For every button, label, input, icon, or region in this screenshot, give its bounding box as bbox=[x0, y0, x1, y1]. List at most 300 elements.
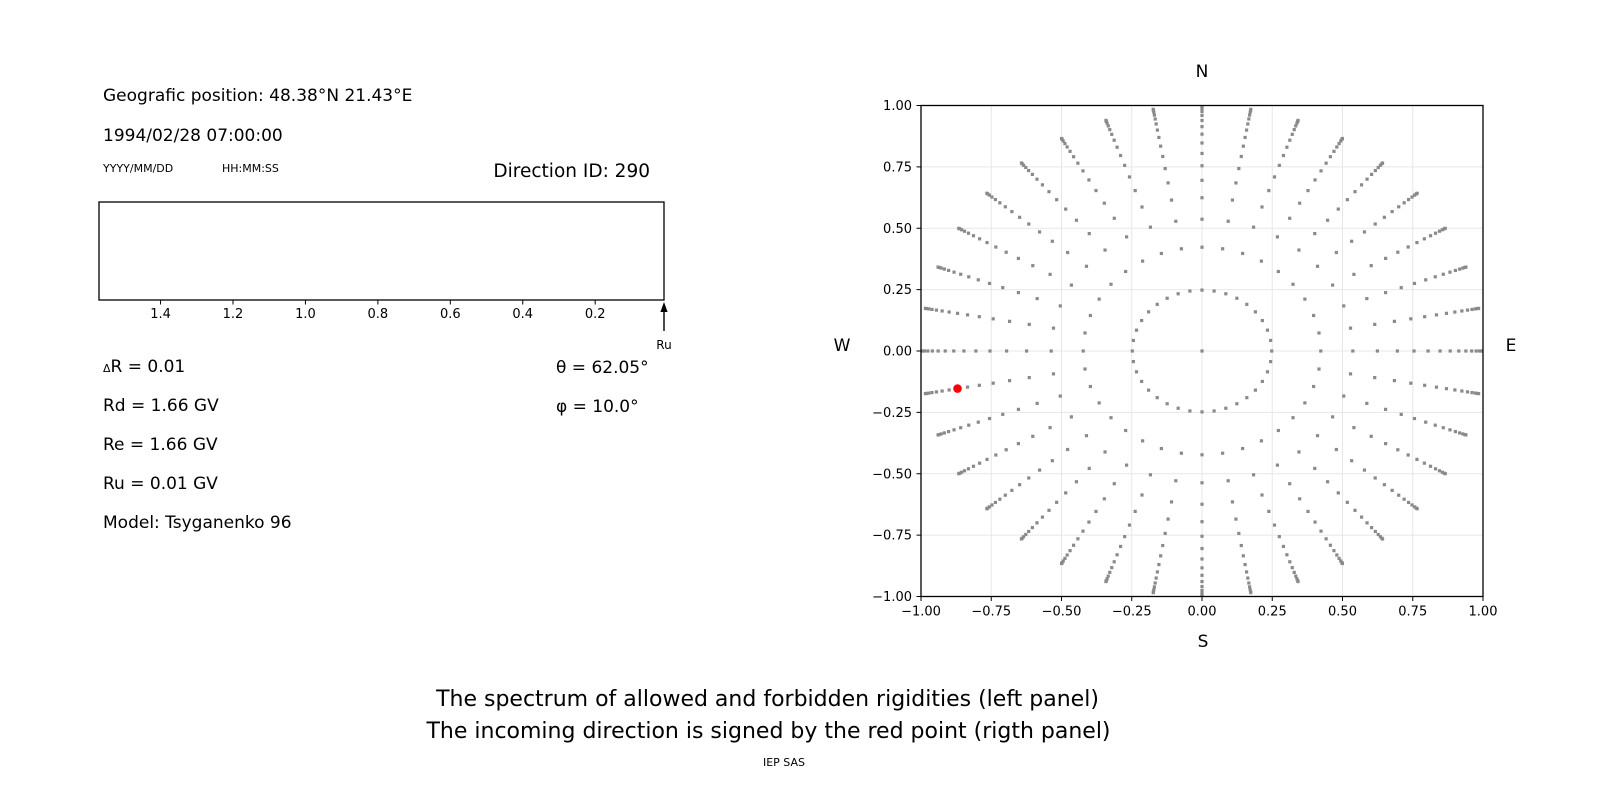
direction-grid-dot bbox=[1083, 367, 1086, 370]
direction-grid-dot bbox=[1285, 553, 1288, 556]
direction-grid-dot bbox=[1288, 560, 1291, 563]
direction-grid-dot bbox=[1424, 421, 1427, 424]
direction-grid-dot bbox=[1200, 110, 1203, 113]
direction-grid-dot bbox=[1027, 476, 1030, 479]
direction-grid-dot bbox=[978, 384, 981, 387]
direction-grid-dot bbox=[1124, 429, 1127, 432]
model-label: Model: Tsyganenko 96 bbox=[103, 513, 292, 533]
direction-grid-dot bbox=[1293, 128, 1296, 131]
direction-grid-dot bbox=[1277, 429, 1280, 432]
theta-value: θ = 62.05° bbox=[556, 358, 649, 378]
direction-grid-dot bbox=[1140, 205, 1143, 208]
direction-grid-dot bbox=[1374, 169, 1377, 172]
direction-grid-dot bbox=[1244, 136, 1247, 139]
direction-grid-dot bbox=[1288, 482, 1291, 485]
direction-y-tick-label: −0.50 bbox=[872, 467, 912, 483]
direction-grid-dot bbox=[1448, 428, 1451, 431]
direction-grid-dot bbox=[1119, 545, 1122, 548]
rigidity-spectrum-chart bbox=[99, 202, 672, 352]
direction-grid-dot bbox=[1227, 220, 1230, 223]
direction-grid-dot bbox=[1303, 298, 1306, 301]
direction-grid-dot bbox=[1246, 576, 1249, 579]
direction-grid-dot bbox=[1273, 175, 1276, 178]
spectrum-x-tick-label: 0.6 bbox=[439, 307, 461, 322]
direction-grid-dot bbox=[1325, 537, 1328, 540]
direction-grid-dot bbox=[1261, 380, 1264, 383]
direction-grid-dot bbox=[1332, 549, 1335, 552]
direction-grid-dot bbox=[1157, 136, 1160, 139]
direction-grid-dot bbox=[1353, 509, 1356, 512]
direction-y-tick-label: −0.75 bbox=[872, 528, 912, 544]
direction-grid-dot bbox=[1140, 319, 1143, 322]
direction-grid-dot bbox=[1164, 532, 1167, 535]
direction-grid-dot bbox=[1089, 385, 1092, 388]
direction-grid-dot bbox=[1266, 329, 1269, 332]
direction-grid-dot bbox=[1335, 145, 1338, 148]
direction-grid-dot bbox=[1141, 439, 1144, 442]
direction-grid-dot bbox=[1059, 304, 1062, 307]
direction-grid-dot bbox=[1048, 273, 1051, 276]
direction-grid-dot bbox=[1200, 152, 1203, 155]
direction-grid-dot bbox=[1055, 198, 1058, 201]
direction-grid-dot bbox=[1066, 553, 1069, 556]
direction-grid-dot bbox=[963, 469, 966, 472]
direction-grid-dot bbox=[1337, 207, 1340, 210]
ru-arrow-label: Ru bbox=[656, 338, 672, 352]
direction-grid-dot bbox=[1087, 178, 1090, 181]
direction-grid-dot bbox=[1245, 570, 1248, 573]
direction-grid-dot bbox=[1448, 271, 1451, 274]
direction-grid-dot bbox=[1010, 210, 1013, 213]
direction-grid-dot bbox=[1108, 571, 1111, 574]
direction-grid-dot bbox=[1254, 389, 1257, 392]
direction-grid-dot bbox=[1027, 222, 1030, 225]
direction-grid-dot bbox=[1260, 205, 1263, 208]
direction-grid-dot bbox=[1391, 489, 1394, 492]
direction-grid-dot bbox=[1147, 389, 1150, 392]
direction-grid-dot bbox=[1246, 122, 1249, 125]
direction-grid-dot bbox=[1089, 314, 1092, 317]
direction-grid-dot bbox=[1247, 581, 1250, 584]
direction-grid-dot bbox=[1128, 523, 1131, 526]
direction-grid-dot bbox=[1108, 128, 1111, 131]
direction-grid-dot bbox=[1260, 439, 1263, 442]
direction-grid-dot bbox=[1423, 462, 1426, 465]
direction-grid-dot bbox=[936, 433, 939, 436]
direction-grid-dot bbox=[1001, 413, 1004, 416]
direction-grid-dot bbox=[1140, 380, 1143, 383]
direction-grid-dot bbox=[1297, 450, 1300, 453]
direction-grid-dot bbox=[1200, 547, 1203, 550]
direction-grid-dot bbox=[1031, 173, 1034, 176]
direction-grid-dot bbox=[1085, 265, 1088, 268]
direction-grid-dot bbox=[1018, 483, 1021, 486]
direction-grid-dot bbox=[1370, 173, 1373, 176]
direction-grid-dot bbox=[1200, 119, 1203, 122]
direction-grid-dot bbox=[1059, 394, 1062, 397]
direction-grid-dot bbox=[1128, 175, 1131, 178]
direction-grid-dot bbox=[1123, 164, 1126, 167]
direction-grid-dot bbox=[1381, 537, 1384, 540]
direction-grid-dot bbox=[930, 308, 933, 311]
direction-grid-dot bbox=[947, 430, 950, 433]
direction-grid-dot bbox=[978, 237, 981, 240]
direction-grid-dot bbox=[1200, 179, 1203, 182]
direction-grid-dot bbox=[1036, 297, 1039, 300]
direction-grid-dot bbox=[1464, 349, 1467, 352]
direction-grid-dot bbox=[1200, 585, 1203, 588]
geographic-position-label: Geografic position: 48.38°N 21.43°E bbox=[103, 86, 413, 106]
direction-grid-dot bbox=[1342, 394, 1345, 397]
direction-grid-dot bbox=[1313, 232, 1316, 235]
direction-grid-dot bbox=[924, 307, 927, 310]
direction-grid-center-dot bbox=[1200, 349, 1203, 352]
direction-grid-dot bbox=[1423, 315, 1426, 318]
direction-grid-dot bbox=[1266, 370, 1269, 373]
direction-grid-dot bbox=[1132, 339, 1135, 342]
direction-grid-dot bbox=[1306, 510, 1309, 513]
direction-grid-dot bbox=[1270, 349, 1273, 352]
direction-grid-dot bbox=[1326, 480, 1329, 483]
direction-grid-dot bbox=[1453, 310, 1456, 313]
direction-grid-dot bbox=[1081, 169, 1084, 172]
direction-grid-dot bbox=[1200, 520, 1203, 523]
direction-grid-dot bbox=[1261, 319, 1264, 322]
direction-grid-dot bbox=[1454, 269, 1457, 272]
direction-grid-dot bbox=[1349, 327, 1352, 330]
direction-grid-dot bbox=[1113, 139, 1116, 142]
direction-grid-dot bbox=[1154, 117, 1157, 120]
direction-grid-dot bbox=[1036, 402, 1039, 405]
direction-grid-dot bbox=[1070, 284, 1073, 287]
direction-grid-dot bbox=[1464, 433, 1467, 436]
direction-grid-dot bbox=[1153, 585, 1156, 588]
direction-grid-dot bbox=[1076, 537, 1079, 540]
direction-grid-dot bbox=[1423, 384, 1426, 387]
direction-grid-dot bbox=[1313, 467, 1316, 470]
direction-grid-dot bbox=[1319, 530, 1322, 533]
spectrum-x-tick-label: 1.0 bbox=[295, 307, 316, 322]
direction-grid-dot bbox=[1240, 155, 1243, 158]
direction-grid-dot bbox=[1400, 413, 1403, 416]
direction-y-tick-label: 0.75 bbox=[883, 160, 912, 176]
direction-grid-dot bbox=[972, 234, 975, 237]
direction-grid-dot bbox=[1068, 549, 1071, 552]
direction-grid-dot bbox=[1110, 133, 1113, 136]
direction-grid-dot bbox=[963, 230, 966, 233]
direction-grid-dot bbox=[1008, 379, 1011, 382]
direction-grid-dot bbox=[1252, 226, 1255, 229]
direction-grid-dot bbox=[1374, 222, 1377, 225]
direction-grid-dot bbox=[1276, 235, 1279, 238]
direction-grid-dot bbox=[943, 431, 946, 434]
direction-grid-dot bbox=[1152, 108, 1155, 111]
direction-grid-dot bbox=[1160, 447, 1163, 450]
direction-grid-dot bbox=[1269, 339, 1272, 342]
direction-grid-dot bbox=[1400, 286, 1403, 289]
direction-grid-dot bbox=[1103, 497, 1106, 500]
spectrum-x-tick-label: 0.2 bbox=[584, 307, 606, 322]
phi-value: φ = 10.0° bbox=[556, 397, 639, 417]
direction-grid-dot bbox=[1291, 566, 1294, 569]
direction-grid-dot bbox=[1316, 434, 1319, 437]
direction-grid-dot bbox=[941, 389, 944, 392]
direction-grid-dot bbox=[1342, 304, 1345, 307]
direction-grid-dot bbox=[948, 388, 951, 391]
direction-grid-dot bbox=[1098, 401, 1101, 404]
direction-grid-dot bbox=[1094, 510, 1097, 513]
direction-grid-dot bbox=[1365, 178, 1368, 181]
direction-grid-dot bbox=[1317, 367, 1320, 370]
direction-grid-dot bbox=[1470, 391, 1473, 394]
direction-grid-dot bbox=[1282, 154, 1285, 157]
direction-grid-dot bbox=[1134, 189, 1137, 192]
direction-grid-dot bbox=[1360, 516, 1363, 519]
direction-grid-dot bbox=[1166, 517, 1169, 520]
direction-grid-dot bbox=[1477, 392, 1480, 395]
direction-grid-dot bbox=[1242, 145, 1245, 148]
direction-grid-dot bbox=[957, 227, 960, 230]
direction-grid-dot bbox=[1156, 570, 1159, 573]
direction-grid-dot bbox=[948, 310, 951, 313]
direction-grid-dot bbox=[1135, 370, 1138, 373]
direction-grid-dot bbox=[1131, 349, 1134, 352]
direction-grid-dot bbox=[1153, 113, 1156, 116]
direction-grid-dot bbox=[1423, 237, 1426, 240]
direction-grid-dot bbox=[1164, 167, 1167, 170]
direction-grid-dot bbox=[1391, 210, 1394, 213]
direction-grid-dot bbox=[1407, 198, 1410, 201]
direction-grid-dot bbox=[1005, 251, 1008, 254]
direction-grid-dot bbox=[1221, 452, 1224, 455]
direction-grid-dot bbox=[941, 309, 944, 312]
direction-grid-dot bbox=[1149, 226, 1152, 229]
direction-grid-dot bbox=[1370, 435, 1373, 438]
direction-grid-dot bbox=[1005, 448, 1008, 451]
direction-grid-dot bbox=[1460, 389, 1463, 392]
direction-grid-dot bbox=[1353, 190, 1356, 193]
direction-grid-dot bbox=[1276, 464, 1279, 467]
direction-grid-dot bbox=[1429, 234, 1432, 237]
direction-grid-dot bbox=[1434, 275, 1437, 278]
direction-grid-dot bbox=[1470, 308, 1473, 311]
direction-grid-dot bbox=[985, 192, 988, 195]
direction-x-tick-label: 0.25 bbox=[1257, 604, 1287, 620]
direction-grid-dot bbox=[1051, 240, 1054, 243]
direction-grid-dot bbox=[1156, 303, 1159, 306]
direction-grid-dot bbox=[1200, 410, 1203, 413]
direction-y-tick-label: 0.00 bbox=[883, 344, 912, 360]
direction-grid-dot bbox=[1200, 196, 1203, 199]
re-value: Re = 1.66 GV bbox=[103, 435, 218, 455]
direction-grid-dot bbox=[1231, 500, 1234, 503]
red-incoming-direction-point bbox=[953, 384, 962, 393]
direction-grid-dot bbox=[1470, 349, 1473, 352]
direction-grid-dot bbox=[1200, 125, 1203, 128]
direction-grid-dot bbox=[967, 424, 970, 427]
direction-grid-dot bbox=[935, 308, 938, 311]
direction-grid-dot bbox=[1335, 251, 1338, 254]
direction-grid-dot bbox=[1297, 248, 1300, 251]
direction-grid-dot bbox=[956, 312, 959, 315]
direction-grid-dot bbox=[1407, 501, 1410, 504]
direction-grid-dot bbox=[1403, 498, 1406, 501]
direction-x-tick-label: 0.00 bbox=[1187, 604, 1217, 620]
direction-grid-dot bbox=[1346, 198, 1349, 201]
direction-grid-dot bbox=[1352, 273, 1355, 276]
direction-grid-dot bbox=[1200, 574, 1203, 577]
direction-grid-dot bbox=[1429, 465, 1432, 468]
direction-grid-dot bbox=[1245, 396, 1248, 399]
direction-id-label: Direction ID: 290 bbox=[493, 161, 650, 182]
direction-grid-dot bbox=[1072, 155, 1075, 158]
direction-grid-dot bbox=[974, 349, 977, 352]
direction-grid-dot bbox=[1475, 349, 1478, 352]
direction-grid-dot bbox=[1107, 575, 1110, 578]
direction-grid-dot bbox=[1435, 313, 1438, 316]
direction-grid-dot bbox=[1166, 297, 1169, 300]
direction-grid-dot bbox=[985, 507, 988, 510]
direction-grid-dot bbox=[1458, 431, 1461, 434]
direction-grid-dot bbox=[1267, 510, 1270, 513]
direction-grid-dot bbox=[1064, 207, 1067, 210]
direction-grid-dot bbox=[1313, 178, 1316, 181]
direction-grid-dot bbox=[1267, 189, 1270, 192]
direction-grid-dot bbox=[1424, 278, 1427, 281]
direction-grid-dot bbox=[1373, 376, 1376, 379]
direction-grid-dot bbox=[1149, 473, 1152, 476]
direction-grid-dot bbox=[1326, 219, 1329, 222]
direction-grid-dot bbox=[1152, 591, 1155, 594]
direction-grid-dot bbox=[1313, 520, 1316, 523]
direction-grid-dot bbox=[1028, 323, 1031, 326]
direction-grid-dot bbox=[1341, 562, 1344, 565]
direction-grid-dot bbox=[1329, 155, 1332, 158]
direction-grid-dot bbox=[1200, 503, 1203, 506]
spectrum-x-tick-label: 0.8 bbox=[367, 307, 389, 322]
direction-x-tick-label: 1.00 bbox=[1468, 604, 1498, 620]
direction-grid-dot bbox=[1312, 385, 1315, 388]
direction-grid-dot bbox=[1298, 202, 1301, 205]
direction-grid-dot bbox=[1445, 312, 1448, 315]
direction-grid-dot bbox=[985, 241, 988, 244]
direction-grid-dot bbox=[1370, 264, 1373, 267]
direction-grid-dot bbox=[1132, 360, 1135, 363]
direction-grid-dot bbox=[1407, 453, 1410, 456]
direction-grid-dot bbox=[1066, 145, 1069, 148]
direction-grid-dot bbox=[1072, 544, 1075, 547]
direction-grid-dot bbox=[1449, 349, 1452, 352]
direction-grid-dot bbox=[1241, 252, 1244, 255]
delta-r-value: ΔR = 0.01 bbox=[103, 357, 186, 377]
direction-grid-dot bbox=[1254, 310, 1257, 313]
direction-grid-dot bbox=[1396, 251, 1399, 254]
direction-grid-dot bbox=[1109, 283, 1112, 286]
direction-grid-dot bbox=[1346, 501, 1349, 504]
direction-grid-dot bbox=[992, 382, 995, 385]
direction-grid-dot bbox=[1365, 297, 1368, 300]
direction-grid-dot bbox=[1384, 408, 1387, 411]
direction-grid-dot bbox=[1397, 494, 1400, 497]
direction-grid-dot bbox=[957, 472, 960, 475]
direction-grid-dot bbox=[1351, 349, 1354, 352]
direction-grid-dot bbox=[1020, 537, 1023, 540]
direction-grid-dot bbox=[1396, 349, 1399, 352]
direction-grid-dot bbox=[1081, 530, 1084, 533]
direction-grid-dot bbox=[1285, 146, 1288, 149]
direction-grid-dot bbox=[1260, 493, 1263, 496]
direction-grid-dot bbox=[1188, 289, 1191, 292]
direction-grid-dot bbox=[1383, 483, 1386, 486]
direction-grid-dot bbox=[1017, 257, 1020, 260]
direction-grid-dot bbox=[1134, 510, 1137, 513]
direction-grid-dot bbox=[1415, 241, 1418, 244]
direction-grid-dot bbox=[1085, 434, 1088, 437]
direction-grid-dot bbox=[1160, 252, 1163, 255]
direction-grid-dot bbox=[935, 390, 938, 393]
direction-grid-dot bbox=[943, 267, 946, 270]
direction-grid-dot bbox=[1200, 218, 1203, 221]
direction-grid-dot bbox=[1156, 396, 1159, 399]
direction-grid-dot bbox=[1028, 376, 1031, 379]
direction-grid-dot bbox=[1170, 198, 1173, 201]
direction-grid-dot bbox=[1442, 273, 1445, 276]
direction-grid-dot bbox=[1017, 291, 1020, 294]
direction-grid-dot bbox=[1027, 530, 1030, 533]
direction-grid-dot bbox=[967, 467, 970, 470]
direction-grid-dot bbox=[1031, 526, 1034, 529]
direction-grid-dot bbox=[1200, 557, 1203, 560]
direction-grid-dot bbox=[1457, 349, 1460, 352]
direction-grid-dot bbox=[1017, 442, 1020, 445]
direction-grid-dot bbox=[952, 271, 955, 274]
direction-grid-dot bbox=[1397, 205, 1400, 208]
direction-grid-dot bbox=[1316, 265, 1319, 268]
direction-grid-dot bbox=[1438, 230, 1441, 233]
direction-grid-dot bbox=[1147, 310, 1150, 313]
direction-grid-dot bbox=[988, 282, 991, 285]
direction-grid-dot bbox=[1075, 480, 1078, 483]
direction-grid-dot bbox=[959, 426, 962, 429]
direction-grid-dot bbox=[1125, 464, 1128, 467]
direction-grid-dot bbox=[1200, 141, 1203, 144]
direction-grid-dot bbox=[1200, 289, 1203, 292]
direction-grid-dot bbox=[1200, 566, 1203, 569]
direction-grid-dot bbox=[1249, 108, 1252, 111]
direction-grid-dot bbox=[1252, 473, 1255, 476]
direction-grid-dot bbox=[1104, 119, 1107, 122]
direction-grid-dot bbox=[988, 417, 991, 420]
direction-grid-dot bbox=[1017, 408, 1020, 411]
direction-grid-dot bbox=[1278, 164, 1281, 167]
direction-grid-dot bbox=[1064, 491, 1067, 494]
direction-grid-dot bbox=[1200, 246, 1203, 249]
compass-west-label: W bbox=[833, 336, 851, 356]
direction-grid-dot bbox=[952, 428, 955, 431]
direction-grid-dot bbox=[992, 317, 995, 320]
direction-grid-dot bbox=[1124, 270, 1127, 273]
direction-grid-dot bbox=[1312, 314, 1315, 317]
direction-grid-dot bbox=[1018, 216, 1021, 219]
direction-grid-dot bbox=[994, 245, 997, 248]
direction-grid-dot bbox=[1413, 282, 1416, 285]
direction-grid-dot bbox=[1293, 571, 1296, 574]
direction-grid-dot bbox=[1035, 178, 1038, 181]
direction-grid-dot bbox=[1110, 566, 1113, 569]
direction-grid-dot bbox=[1365, 402, 1368, 405]
direction-grid-dot bbox=[944, 349, 947, 352]
direction-grid-dot bbox=[1113, 482, 1116, 485]
